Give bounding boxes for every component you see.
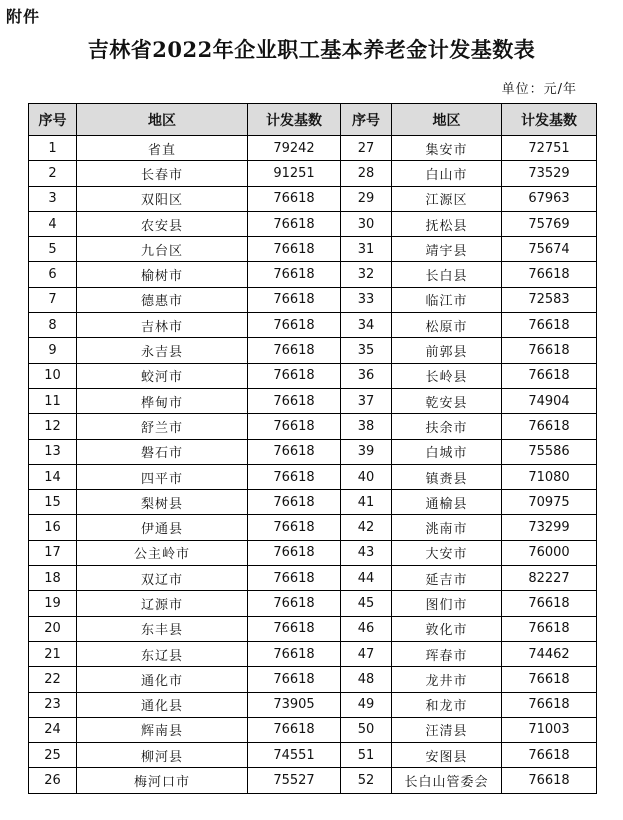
- page-title: 吉林省2022年企业职工基本养老金计发基数表: [87, 37, 536, 62]
- row-region: 梅河口市: [77, 768, 248, 793]
- row-index: 49: [341, 692, 392, 717]
- table-row: [29, 211, 597, 236]
- header-index-2: 序号: [341, 104, 392, 136]
- table-row: [29, 363, 597, 388]
- row-region: 东丰县: [77, 616, 248, 641]
- row-region: 敦化市: [392, 616, 502, 641]
- row-region: 通化县: [77, 692, 248, 717]
- row-index: 13: [29, 439, 77, 464]
- row-index: 47: [341, 641, 392, 666]
- row-index: 22: [29, 667, 77, 692]
- row-index: 27: [341, 136, 392, 161]
- row-index: 46: [341, 616, 392, 641]
- row-base: 75586: [502, 439, 597, 464]
- row-region: 磐石市: [77, 439, 248, 464]
- table-row: [29, 439, 597, 464]
- row-base: 76618: [248, 566, 341, 591]
- row-index: 29: [341, 186, 392, 211]
- table-row: [29, 338, 597, 363]
- row-base: 72751: [502, 136, 597, 161]
- row-base: 74904: [502, 388, 597, 413]
- unit-label: 单位：元/年: [501, 82, 577, 97]
- row-index: 52: [341, 768, 392, 793]
- table-row: [29, 464, 597, 489]
- row-base: 76618: [248, 540, 341, 565]
- row-region: 龙井市: [392, 667, 502, 692]
- row-region: 靖宇县: [392, 237, 502, 262]
- row-index: 3: [29, 186, 77, 211]
- row-base: 76618: [502, 313, 597, 338]
- table-row: [29, 262, 597, 287]
- row-region: 双辽市: [77, 566, 248, 591]
- row-base: 71080: [502, 464, 597, 489]
- table-row: [29, 768, 597, 793]
- table-row: [29, 490, 597, 515]
- table-row: [29, 287, 597, 312]
- table-row: [29, 692, 597, 717]
- row-index: 21: [29, 641, 77, 666]
- row-base: 76618: [248, 388, 341, 413]
- row-base: 76618: [502, 363, 597, 388]
- row-index: 1: [29, 136, 77, 161]
- row-index: 38: [341, 414, 392, 439]
- row-region: 洮南市: [392, 515, 502, 540]
- header-index: 序号: [29, 104, 77, 136]
- row-index: 41: [341, 490, 392, 515]
- row-region: 集安市: [392, 136, 502, 161]
- row-index: 33: [341, 287, 392, 312]
- row-index: 42: [341, 515, 392, 540]
- row-region: 省直: [77, 136, 248, 161]
- row-base: 67963: [502, 186, 597, 211]
- row-index: 18: [29, 566, 77, 591]
- row-base: 73529: [502, 161, 597, 186]
- row-region: 东辽县: [77, 641, 248, 666]
- row-region: 九台区: [77, 237, 248, 262]
- row-index: 5: [29, 237, 77, 262]
- row-base: 76618: [502, 692, 597, 717]
- row-region: 德惠市: [77, 287, 248, 312]
- table-row: [29, 313, 597, 338]
- row-base: 76618: [248, 363, 341, 388]
- row-index: 26: [29, 768, 77, 793]
- row-region: 白山市: [392, 161, 502, 186]
- row-base: 76618: [502, 414, 597, 439]
- row-base: 76618: [248, 262, 341, 287]
- table-row: [29, 388, 597, 413]
- row-index: 39: [341, 439, 392, 464]
- row-index: 34: [341, 313, 392, 338]
- row-base: 75769: [502, 211, 597, 236]
- row-base: 76618: [502, 768, 597, 793]
- header-region-2: 地区: [392, 104, 502, 136]
- row-region: 榆树市: [77, 262, 248, 287]
- row-region: 扶余市: [392, 414, 502, 439]
- row-base: 82227: [502, 566, 597, 591]
- table-row: [29, 616, 597, 641]
- row-index: 20: [29, 616, 77, 641]
- row-region: 前郭县: [392, 338, 502, 363]
- row-region: 白城市: [392, 439, 502, 464]
- row-region: 镇赉县: [392, 464, 502, 489]
- row-index: 25: [29, 743, 77, 768]
- row-index: 8: [29, 313, 77, 338]
- row-base: 76618: [248, 186, 341, 211]
- row-index: 51: [341, 743, 392, 768]
- row-base: 73905: [248, 692, 341, 717]
- row-index: 11: [29, 388, 77, 413]
- row-index: 28: [341, 161, 392, 186]
- row-index: 44: [341, 566, 392, 591]
- row-region: 桦甸市: [77, 388, 248, 413]
- row-base: 72583: [502, 287, 597, 312]
- row-base: 76618: [248, 211, 341, 236]
- row-index: 4: [29, 211, 77, 236]
- row-base: 76618: [248, 338, 341, 363]
- row-base: 76618: [502, 591, 597, 616]
- table-row: [29, 540, 597, 565]
- row-index: 43: [341, 540, 392, 565]
- table-header-row: [29, 104, 597, 136]
- table-row: [29, 186, 597, 211]
- row-region: 通化市: [77, 667, 248, 692]
- row-index: 48: [341, 667, 392, 692]
- header-region: 地区: [77, 104, 248, 136]
- row-index: 32: [341, 262, 392, 287]
- row-index: 30: [341, 211, 392, 236]
- row-index: 12: [29, 414, 77, 439]
- row-base: 75527: [248, 768, 341, 793]
- row-index: 16: [29, 515, 77, 540]
- row-index: 35: [341, 338, 392, 363]
- row-region: 永吉县: [77, 338, 248, 363]
- row-region: 安图县: [392, 743, 502, 768]
- row-base: 71003: [502, 717, 597, 742]
- row-index: 19: [29, 591, 77, 616]
- row-region: 延吉市: [392, 566, 502, 591]
- header-base-2: 计发基数: [502, 104, 597, 136]
- row-region: 蛟河市: [77, 363, 248, 388]
- row-region: 双阳区: [77, 186, 248, 211]
- row-region: 长白县: [392, 262, 502, 287]
- table-row: [29, 591, 597, 616]
- row-base: 76618: [248, 490, 341, 515]
- row-index: 14: [29, 464, 77, 489]
- row-index: 15: [29, 490, 77, 515]
- row-base: 74551: [248, 743, 341, 768]
- row-region: 柳河县: [77, 743, 248, 768]
- row-region: 辉南县: [77, 717, 248, 742]
- row-region: 临江市: [392, 287, 502, 312]
- row-region: 长岭县: [392, 363, 502, 388]
- row-base: 91251: [248, 161, 341, 186]
- row-region: 汪清县: [392, 717, 502, 742]
- row-base: 76618: [248, 287, 341, 312]
- row-region: 梨树县: [77, 490, 248, 515]
- row-region: 舒兰市: [77, 414, 248, 439]
- row-index: 36: [341, 363, 392, 388]
- row-index: 24: [29, 717, 77, 742]
- row-index: 40: [341, 464, 392, 489]
- row-index: 7: [29, 287, 77, 312]
- row-index: 31: [341, 237, 392, 262]
- table-row: [29, 136, 597, 161]
- row-base: 73299: [502, 515, 597, 540]
- row-base: 76618: [502, 743, 597, 768]
- row-region: 大安市: [392, 540, 502, 565]
- table-row: [29, 237, 597, 262]
- row-base: 76618: [502, 667, 597, 692]
- row-base: 76618: [502, 616, 597, 641]
- table-row: [29, 667, 597, 692]
- row-base: 76618: [248, 464, 341, 489]
- row-index: 10: [29, 363, 77, 388]
- row-base: 76618: [502, 262, 597, 287]
- row-region: 四平市: [77, 464, 248, 489]
- row-region: 长白山管委会: [392, 768, 502, 793]
- row-base: 76618: [248, 717, 341, 742]
- row-region: 江源区: [392, 186, 502, 211]
- row-region: 伊通县: [77, 515, 248, 540]
- row-base: 75674: [502, 237, 597, 262]
- row-index: 37: [341, 388, 392, 413]
- row-base: 76618: [248, 439, 341, 464]
- row-region: 公主岭市: [77, 540, 248, 565]
- table-row: [29, 641, 597, 666]
- row-index: 9: [29, 338, 77, 363]
- table-row: [29, 515, 597, 540]
- table-row: [29, 161, 597, 186]
- row-base: 70975: [502, 490, 597, 515]
- row-index: 50: [341, 717, 392, 742]
- row-base: 76618: [502, 338, 597, 363]
- row-base: 79242: [248, 136, 341, 161]
- row-region: 图们市: [392, 591, 502, 616]
- row-base: 76000: [502, 540, 597, 565]
- table-row: [29, 566, 597, 591]
- row-region: 长春市: [77, 161, 248, 186]
- row-region: 珲春市: [392, 641, 502, 666]
- row-base: 74462: [502, 641, 597, 666]
- row-region: 通榆县: [392, 490, 502, 515]
- row-region: 抚松县: [392, 211, 502, 236]
- row-region: 吉林市: [77, 313, 248, 338]
- row-index: 23: [29, 692, 77, 717]
- row-index: 17: [29, 540, 77, 565]
- row-base: 76618: [248, 591, 341, 616]
- pension-base-table: [28, 103, 597, 794]
- row-region: 松原市: [392, 313, 502, 338]
- table-body: [29, 136, 597, 794]
- row-base: 76618: [248, 667, 341, 692]
- row-base: 76618: [248, 641, 341, 666]
- row-index: 2: [29, 161, 77, 186]
- row-base: 76618: [248, 237, 341, 262]
- row-index: 45: [341, 591, 392, 616]
- attachment-label: 附件: [6, 7, 41, 26]
- row-region: 辽源市: [77, 591, 248, 616]
- row-base: 76618: [248, 414, 341, 439]
- row-base: 76618: [248, 313, 341, 338]
- row-base: 76618: [248, 616, 341, 641]
- table-row: [29, 717, 597, 742]
- row-base: 76618: [248, 515, 341, 540]
- row-region: 农安县: [77, 211, 248, 236]
- header-base: 计发基数: [248, 104, 341, 136]
- table-row: [29, 743, 597, 768]
- table-row: [29, 414, 597, 439]
- row-region: 和龙市: [392, 692, 502, 717]
- row-region: 乾安县: [392, 388, 502, 413]
- row-index: 6: [29, 262, 77, 287]
